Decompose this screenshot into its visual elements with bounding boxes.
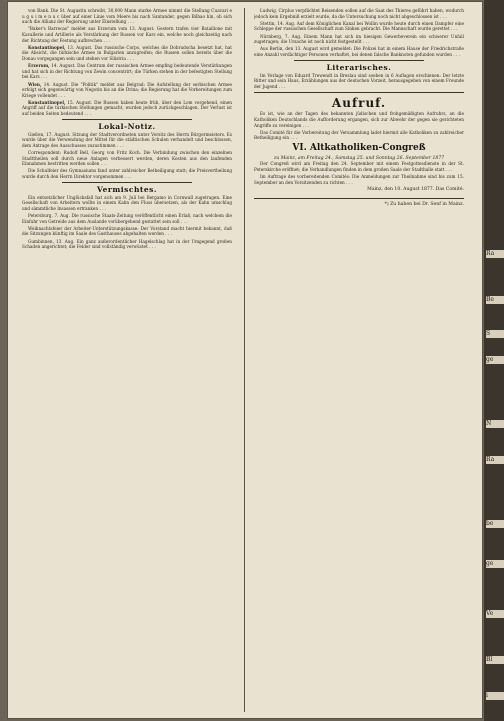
dispatch-heading: Konstantinopel, (28, 44, 66, 50)
section-divider (254, 92, 464, 93)
dispatch-wien (22, 82, 232, 99)
dispatch-erzerum (22, 63, 232, 80)
edge-fragment: S (486, 330, 504, 338)
vermischtes-heading: Vermischtes. (97, 184, 157, 194)
literarisches-paragraph: Im Verlage von Eduard Trewendt in Breslau sind soeben in 6 Auflagen erschienen: Der letzte Ritter und sein Haus, Erzählungen aus der deutschen Vorzeit, herausgegeben von einem Freunde der Jugend . . . (254, 72, 464, 89)
page-edge (484, 0, 504, 721)
dispatch-heading: Erzerum, (28, 63, 50, 69)
section-divider (294, 60, 424, 61)
aufruf-paragraph-1: Es ist, wie an der Tagen des bekannten jüdischen und frohgemäßigten Aufruhrs, an die Katholiken Deutschlands die Aufforderung ergangen, sich zur Abwehr der gegen sie gerichteten Angriffe zu vereinigen . . . (254, 111, 464, 128)
left-column (22, 8, 232, 714)
dispatch-heading: Wien, (28, 81, 42, 87)
edge-fragment: be (486, 520, 504, 528)
edge-fragment: i (486, 692, 504, 700)
dispatch-text: 14. August. Das Centrum der russischen Armee empfing bedeutende Verstärkungen und hat sich in der Richtung von Zewin concentrirt; die Türken stehen in der befestigten Stellung bei Kars . . . (22, 63, 232, 80)
dispatch-heading: Konstantinopel, (28, 99, 66, 105)
congress-subtitle: zu Mainz, am Freitag 24., Samstag 25. und Sonntag 26. September 1877 (273, 155, 445, 161)
footer-note: *) Zu haben bei Dr. Senf in Mainz. (384, 202, 464, 208)
newspaper-page (8, 2, 482, 718)
right-top-paragraph-2: Stettin, 14. Aug. Auf dem Königlichen Kanal bei Wollin wurde heute durch einen Dampfer eine Schleppe der russischen Gesellschaft zum Sinken gebracht. Die Mannschaft wurde gerettet . . . (254, 20, 464, 32)
dispatch-text: 13. August. Das russische Corps, welches die Dobrudscha besetzt hat, hat die Absicht, die türkische Armee in Bulgarien anzugreifen; die Russen sollen bereits über die Donau vorgegangen sein und stehen vor Silistria . . . (22, 44, 232, 61)
edge-fragment: N (486, 420, 504, 428)
literarisches-heading: Literarisches. (326, 62, 392, 72)
vermischtes-paragraph-1: Ein entsetzlicher Unglücksfall hat sich am 9. Juli bei Bergamo in Cornwall zugetragen. Eine Gesellschaft von Arbeitern wollte in einem Kahn den Fluss übersetzen, als der Kahn umschlug und sämmtliche Insassen ertranken . . . (22, 194, 232, 211)
right-top-paragraph-1: Ludwig, Cirplus verpflichtet Reisenden sollen auf die Saat des Thieres geführt haben, wodurch jedoch kein Ergebniß erzielt wurde, da die Untersuchung noch nicht abgeschlossen ist . . . (254, 8, 464, 19)
edge-fragment: Ra (486, 250, 504, 258)
edge-fragment: Bl (486, 656, 504, 664)
section-divider (62, 119, 192, 120)
lokal-paragraph-2: Correspondent: Rudolf Bell, Georg von Fritz Koch. Die Verbindung zwischen den einzelnen Stadttheilen soll durch neue Anlagen verbessert werden, deren Kosten aus den laufenden Einnahmen bestritten werden sollen . . . (22, 150, 232, 167)
vermischtes-paragraph-2: Petersburg, 7. Aug. Die russische Staats-Zeitung veröffentlicht einen Erlaß, nach welchem die Einfuhr von Getreide aus dem Auslande vorübergehend gestattet sein soll . . . (22, 212, 232, 224)
right-top-paragraph-4: Aus Berlin, den 13. August wird gemeldet: Die Polizei hat in einem Hause der Friedrichstraße eine Anzahl verdächtiger Personen verhaftet, bei denen falsche Banknoten gefunden wurden . . . (254, 46, 464, 57)
edge-fragment: ge (486, 356, 504, 364)
lokal-paragraph-3: Die Schulfeier des Gymnasiums fand unter zahlreicher Betheiligung statt; die Preisvertheilung wurde durch den Herrn Direktor vorgenommen . . . (22, 168, 232, 179)
section-divider (254, 198, 464, 199)
edge-fragment: ge (486, 560, 504, 568)
right-column (254, 8, 464, 714)
congress-signature: Mainz, den 10. August 1877. Das Comité. (367, 187, 464, 193)
section-divider (62, 182, 192, 183)
left-top-paragraph-1: von Bank. Die St. Augustin schreibt, 30,000 Mann starke Armee nimmt die Stellung Cuavari e u g u i m e n u c über auf einer Linie vom Meere bis nach Santander, gegen Bilbao hin, ob sich auch die Allianz der Regierung unter Einstellung . . . (22, 8, 232, 25)
dispatch-konstantinopel-1 (22, 45, 232, 62)
edge-fragment: Be (486, 296, 504, 304)
vermischtes-paragraph-4: Gumbinnen, 13. Aug. Ein ganz außerordentlicher Hagelschlag hat in der Umgegend großen Schaden angerichtet; die Felder sind vollständig verwüstet . . . (22, 238, 232, 250)
lokal-notiz-heading: Lokal-Notiz. (98, 121, 156, 131)
congress-title: VI. Altkatholiken-Congreß (292, 142, 426, 153)
lokal-paragraph-1: Gießen, 17. August. Sitzung der Stadtverordneten unter Vorsitz des Herrn Bürgermeisters. Es wurde über die Verwendung der Mittel für die städtischen Schulen verhandelt und beschlossen, dem Antrage des Ausschusses zuzustimmen . . . (22, 131, 232, 148)
column-rule (244, 8, 245, 712)
right-top-paragraph-3: Nürnberg, 7. Aug. Einem Mann hat sich im hiesigen Gewerbeverein ein schwerer Unfall zugetragen; die Ursache ist noch nicht festgestellt . . . (254, 33, 464, 45)
edge-fragment: Ra (486, 456, 504, 464)
dispatch-konstantinopel-2 (22, 100, 232, 117)
congress-paragraph-1: Der Congreß wird am Freitag den 24. September mit einem Festgottesdienste in der St. Peterskirche eröffnet; die Verhandlungen finden in dem großen Saale der Stadthalle statt . . . (254, 161, 464, 173)
aufruf-heading: Aufruf. (331, 96, 387, 111)
dispatch-text: 15. August. Die Russen haben heute früh, über den Lom vorgehend, einen Angriff auf die türkischen Stellungen gemacht, wurden jedoch zurückgeschlagen. Der Verlust ist auf beiden Seiten bedeutend . . . (22, 99, 232, 117)
congress-paragraph-2: Im Auftrage des vorbereitenden Comités: Die Anmeldungen zur Theilnahme sind bis zum 15. September an den Vorsitzenden zu richten . . . (254, 174, 464, 185)
edge-fragment: Ve (486, 610, 504, 618)
dispatch-text: 14. August. Die "Politik" meldet aus Belgrad: Die Aufstellung der serbischen Armee erfolgt sich gegenwärtig von Negotin bis an die Drina; die Regierung hat die Vorbereitungen zum Kriege vollendet . . . (22, 81, 232, 98)
left-top-paragraph-2: "Baker's Barrecas" meldet aus Erzerum vom 13. August: Gestern trafen vier Bataillone mit Kavallerie und Artillerie als Verstärkung der Russen vor Kars ein, welche noch gleichzeitig nach der Richtung der Festung aufbrechen . . . (22, 26, 232, 43)
vermischtes-paragraph-3: Weihnachtsfeier der Arbeiter-Unterstützungskasse: Der Vorstand macht hiermit bekannt, daß die Sitzungen künftig im Saale des Gasthauses abgehalten werden . . . (22, 225, 232, 237)
aufruf-paragraph-2: Das Comité für die Vorbereitung der Versammlung ladet hiermit alle Katholiken zu zahlreicher Betheiligung ein . . . (254, 129, 464, 141)
